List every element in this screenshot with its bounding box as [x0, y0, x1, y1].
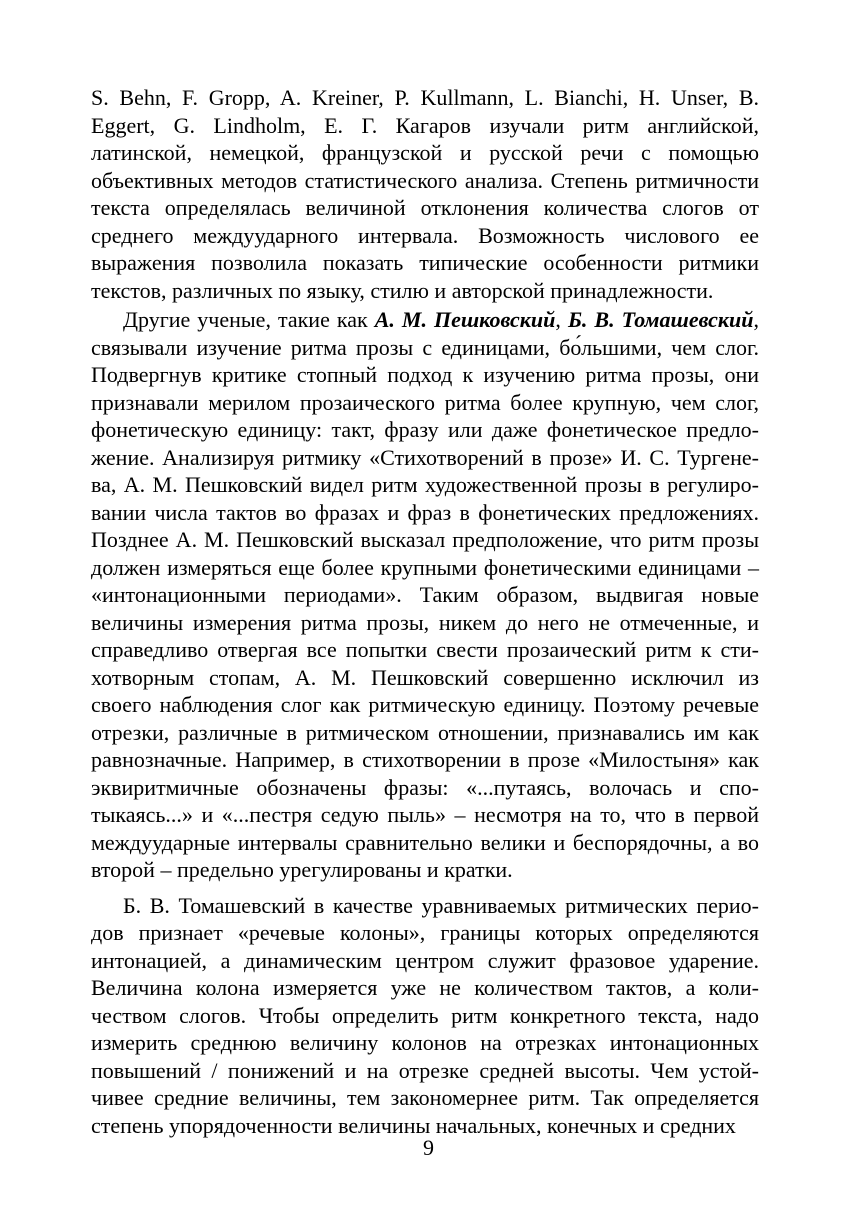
page-body [91, 84, 759, 1139]
author-separator: , [555, 307, 568, 332]
paragraph-2-lead: Другие ученые, такие как [123, 307, 375, 332]
paragraph-2 [91, 306, 759, 884]
paragraph-1: S. Behn, F. Gropp, A. Kreiner, P. Kullmann, L. Bianchi, H. Unser, B. Eggert, G. Lindholm, Е. Г. Кагаров изучали ритм английской, латинской, немецкой, французской и русской речи с помощью объективных методов статистического анализа. Степень ритмичности текста определялась величиной отклонения количества слогов от среднего междуударного интервала. Возможность числового ее выражения позволила показать типические особенности ритмики текстов, различных по языку, стилю и авторской принадлежности. [91, 85, 759, 303]
paragraph-3: Б. В. Томашевский в качестве уравниваемых ритмических периодов признает «речевые колоны», границы которых определяются интонацией, а динамическим центром служит фразовое ударение. Величина колона измеряется уже не количеством тактов, а количеством слогов. Чтобы определить ритм конкретного текста, надо измерить среднюю величину колонов на отрезках интонационных повышений / понижений и на отрезке средней высоты. Чем устойчивее средние величины, тем закономернее ритм. Так определяется степень упорядоченности величины начальных, конечных и средних [91, 892, 759, 1138]
author-peshkovsky: А. М. Пешковский [374, 307, 556, 332]
paragraph-2-body: , связывали изучение ритма прозы с единицами, бо́льшими, чем слог. Подвергнув критике стопный подход к изучению ритма прозы, они признавали мерилом прозаического ритма более крупную, чем слог, фонетическую единицу: такт, фразу или даже фонетическое предложение. Анализируя ритмику «Стихотворений в прозе» И. С. Тургенева, А. М. Пешковский видел ритм художественной прозы в регулировании числа тактов во фразах и фраз в фонетических предложениях. Позднее А. М. Пешковский высказал предположение, что ритм прозы должен измеряться еще более крупными фонетическими единицами – «интонационными периодами». Таким образом, выдвигая новые величины измерения ритма прозы, никем до него не отмеченные, и справедливо отвергая все попытки свести прозаический ритм к стихотворным стопам, А. М. Пешковский совершенно исключил из своего наблюдения слог как ритмическую единицу. Поэтому речевые отрезки, различные в ритмическом отношении, признавались им как равнозначные. Например, в стихотворении в прозе «Милостыня» как эквиритмичные обозначены фразы: «...путаясь, волочась и спотыкаясь...» и «...пестря седую пыль» – несмотря на то, что в первой междуударные интервалы сравнительно велики и беспорядочны, а во второй – предельно урегулированы и кратки. [91, 307, 760, 882]
page-number: 9 [423, 1135, 434, 1160]
author-tomashevsky: Б. В. Томашевский [567, 307, 754, 332]
